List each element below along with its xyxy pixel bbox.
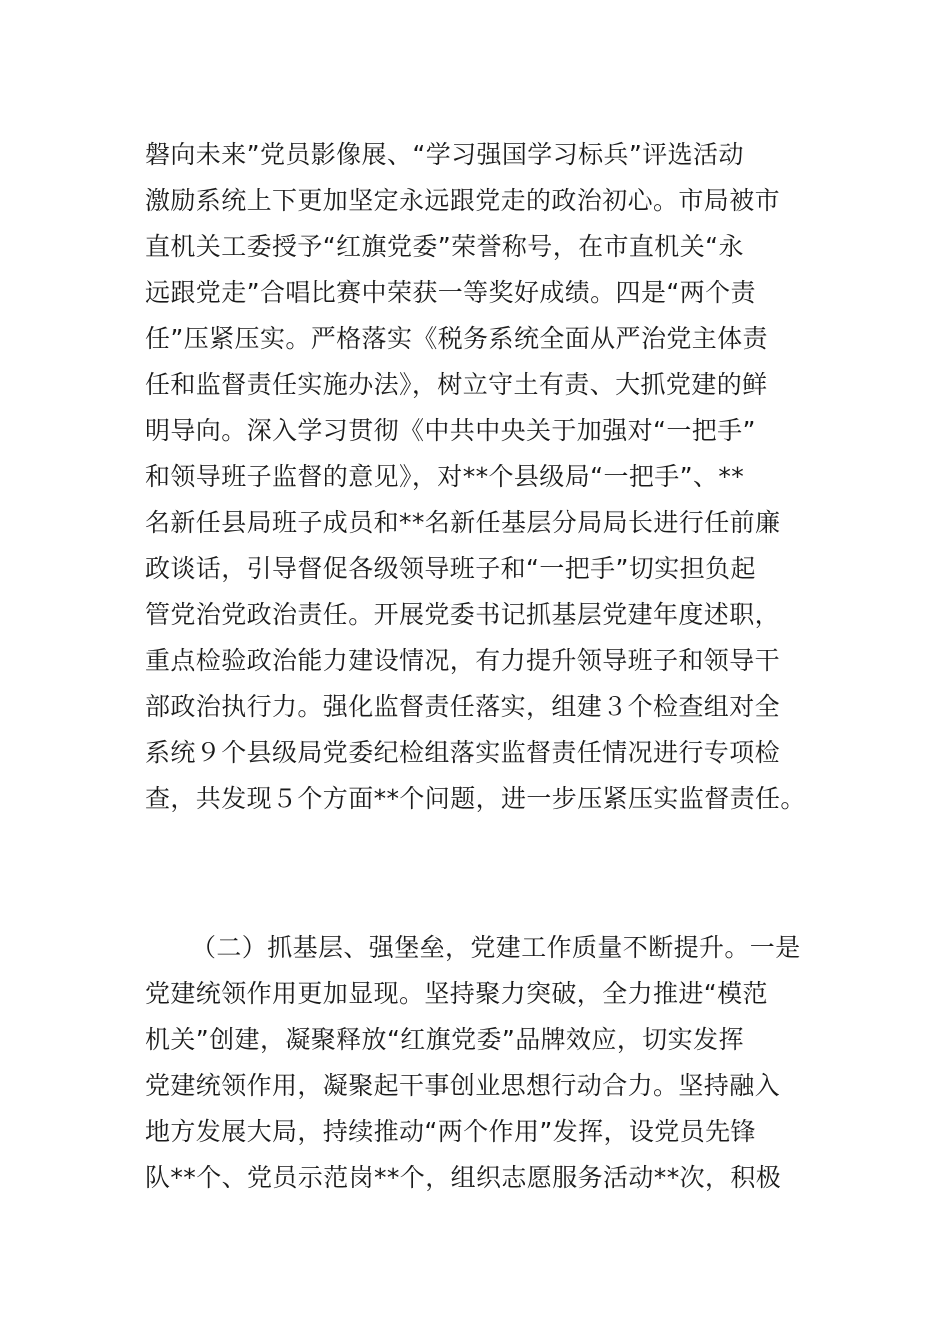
text-line: 地方发展大局，持续推动“两个作用”发挥，设党员先锋 (145, 1117, 756, 1146)
text-line: 远跟党走”合唱比赛中荣获一等奖好成绩。四是“两个责 (145, 278, 756, 307)
text-line: 管党治党政治责任。开展党委书记抓基层党建年度述职， (145, 600, 781, 629)
text-line: 机关”创建，凝聚释放“红旗党委”品牌效应，切实发挥 (145, 1025, 744, 1054)
text-line: 明导向。深入学习贯彻《中共中央关于加强对“一把手” (145, 416, 756, 445)
text-line: 激励系统上下更加坚定永远跟党走的政治初心。市局被市 (145, 186, 781, 215)
text-line: 直机关工委授予“红旗党委”荣誉称号，在市直机关“永 (145, 232, 744, 261)
text-line: 队**个、党员示范岗**个，组织志愿服务活动**次，积极 (145, 1163, 782, 1192)
text-line: 任”压紧压实。严格落实《税务系统全面从严治党主体责 (145, 324, 768, 353)
text-line: 和领导班子监督的意见》，对**个县级局“一把手”、** (145, 462, 745, 491)
text-line: 任和监督责任实施办法》，树立守土有责、大抓党建的鲜 (145, 370, 768, 399)
text-line: 查，共发现５个方面**个问题，进一步压紧压实监督责任。 (145, 784, 806, 813)
text-line: 磐向未来”党员影像展、“学习强国学习标兵”评选活动 (145, 140, 744, 169)
text-line: 党建统领作用，凝聚起干事创业思想行动合力。坚持融入 (145, 1071, 781, 1100)
text-line: 政谈话，引导督促各级领导班子和“一把手”切实担负起 (145, 554, 756, 583)
text-line: 重点检验政治能力建设情况，有力提升领导班子和领导干 (145, 646, 781, 675)
text-line: 名新任县局班子成员和**名新任基层分局局长进行任前廉 (145, 508, 781, 537)
text-line: 系统９个县级局党委纪检组落实监督责任情况进行专项检 (145, 738, 781, 767)
text-line: 党建统领作用更加显现。坚持聚力突破，全力推进“模范 (145, 979, 768, 1008)
text-line: （二）抓基层、强堡垒，党建工作质量不断提升。一是 (191, 933, 801, 962)
text-line: 部政治执行力。强化监督责任落实，组建３个检查组对全 (145, 692, 781, 721)
